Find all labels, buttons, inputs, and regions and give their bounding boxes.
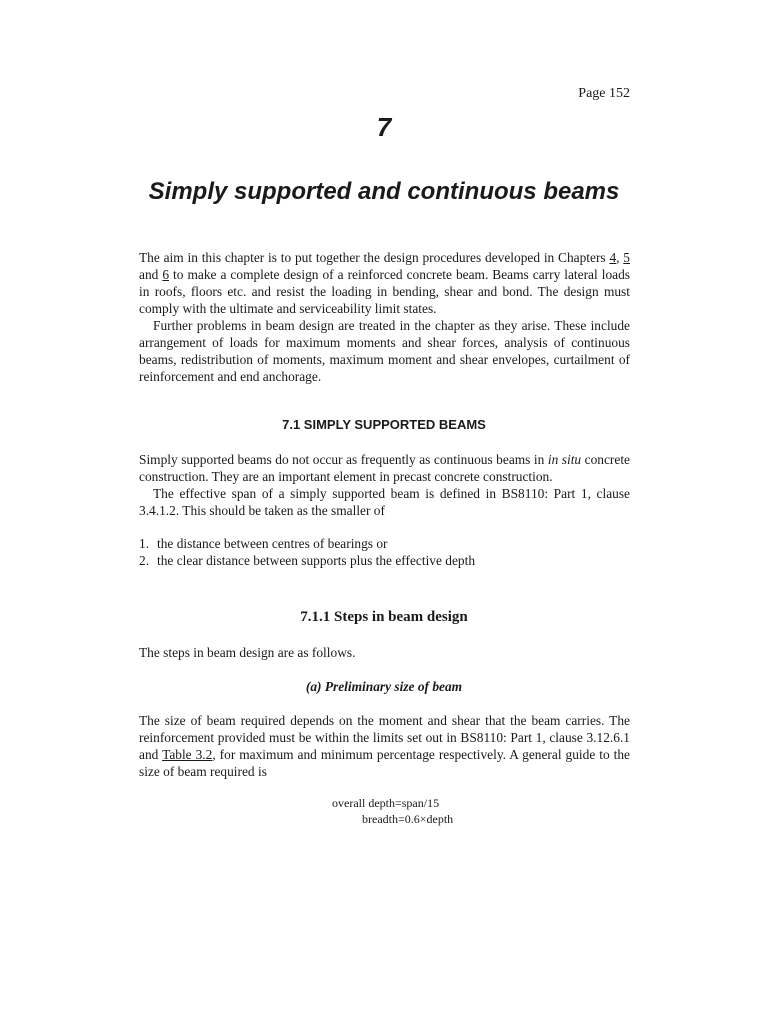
effective-span-list (139, 535, 630, 569)
intro-text (139, 249, 630, 385)
subheading-preliminary-size: (a) Preliminary size of beam (305, 679, 463, 694)
chapter-title: Simply supported and continuous beams (148, 178, 620, 205)
list-item-text: the distance between centres of bearings or (157, 536, 388, 551)
formula-breadth: breadth=0.6×depth (362, 812, 454, 826)
section-7-1-paragraph-1: Simply supported beams do not occur as frequently as continuous beams in in situ concrete construction. They are an important element in precast concrete construction. (139, 452, 630, 484)
in-situ-term: in situ (547, 452, 582, 467)
list-item (139, 552, 630, 569)
section-7-1-text (139, 451, 630, 519)
steps-paragraph: The steps in beam design are as follows. (139, 645, 356, 660)
table-3-2-link[interactable]: Table 3.2 (162, 747, 213, 762)
section-heading-7-1-1: 7.1.1 Steps in beam design (300, 609, 468, 625)
intro-paragraph-1: The aim in this chapter is to put together the design procedures developed in Chapters 4, 5 and 6 to make a complete design of a reinforced concrete beam. Beams carry lateral loads in roofs, floors etc. and resist the loading in bending, shear and bond. The design must comply with the ultimate and serviceability limit states. (139, 250, 630, 316)
section-7-1-paragraph-2: The effective span of a simply supported beam is defined in BS8110: Part 1, clause 3.4.1.2. This should be taken as the smaller of (139, 486, 630, 518)
list-item (139, 535, 630, 552)
chapter-number: 7 (376, 112, 392, 142)
section-heading-7-1: 7.1 SIMPLY SUPPORTED BEAMS (282, 417, 486, 432)
page-number: Page 152 (578, 86, 630, 101)
list-item-number: 1. (139, 536, 150, 551)
preliminary-size-text (139, 712, 630, 780)
list-item-number: 2. (139, 553, 150, 568)
chapter-4-link[interactable]: 4 (609, 250, 617, 265)
formula-overall-depth: overall depth=span/15 (332, 796, 440, 810)
list-item-text: the clear distance between supports plus the effective depth (157, 553, 476, 568)
steps-intro (139, 644, 630, 661)
chapter-6-link[interactable]: 6 (162, 267, 170, 282)
preliminary-size-paragraph: The size of beam required depends on the moment and shear that the beam carries. The reinforcement provided must be within the limits set out in BS8110: Part 1, clause 3.12.6.1 and Table 3.2, for maximum and minimum percentage respectively. A general guide to the size of beam required is (139, 713, 630, 779)
intro-paragraph-2: Further problems in beam design are treated in the chapter as they arise. These include arrangement of loads for maximum moments and shear forces, analysis of continuous beams, redistribution of moments, maximum moment and shear envelopes, curtailment of reinforcement and end anchorage. (139, 318, 630, 384)
chapter-5-link[interactable]: 5 (623, 250, 630, 265)
